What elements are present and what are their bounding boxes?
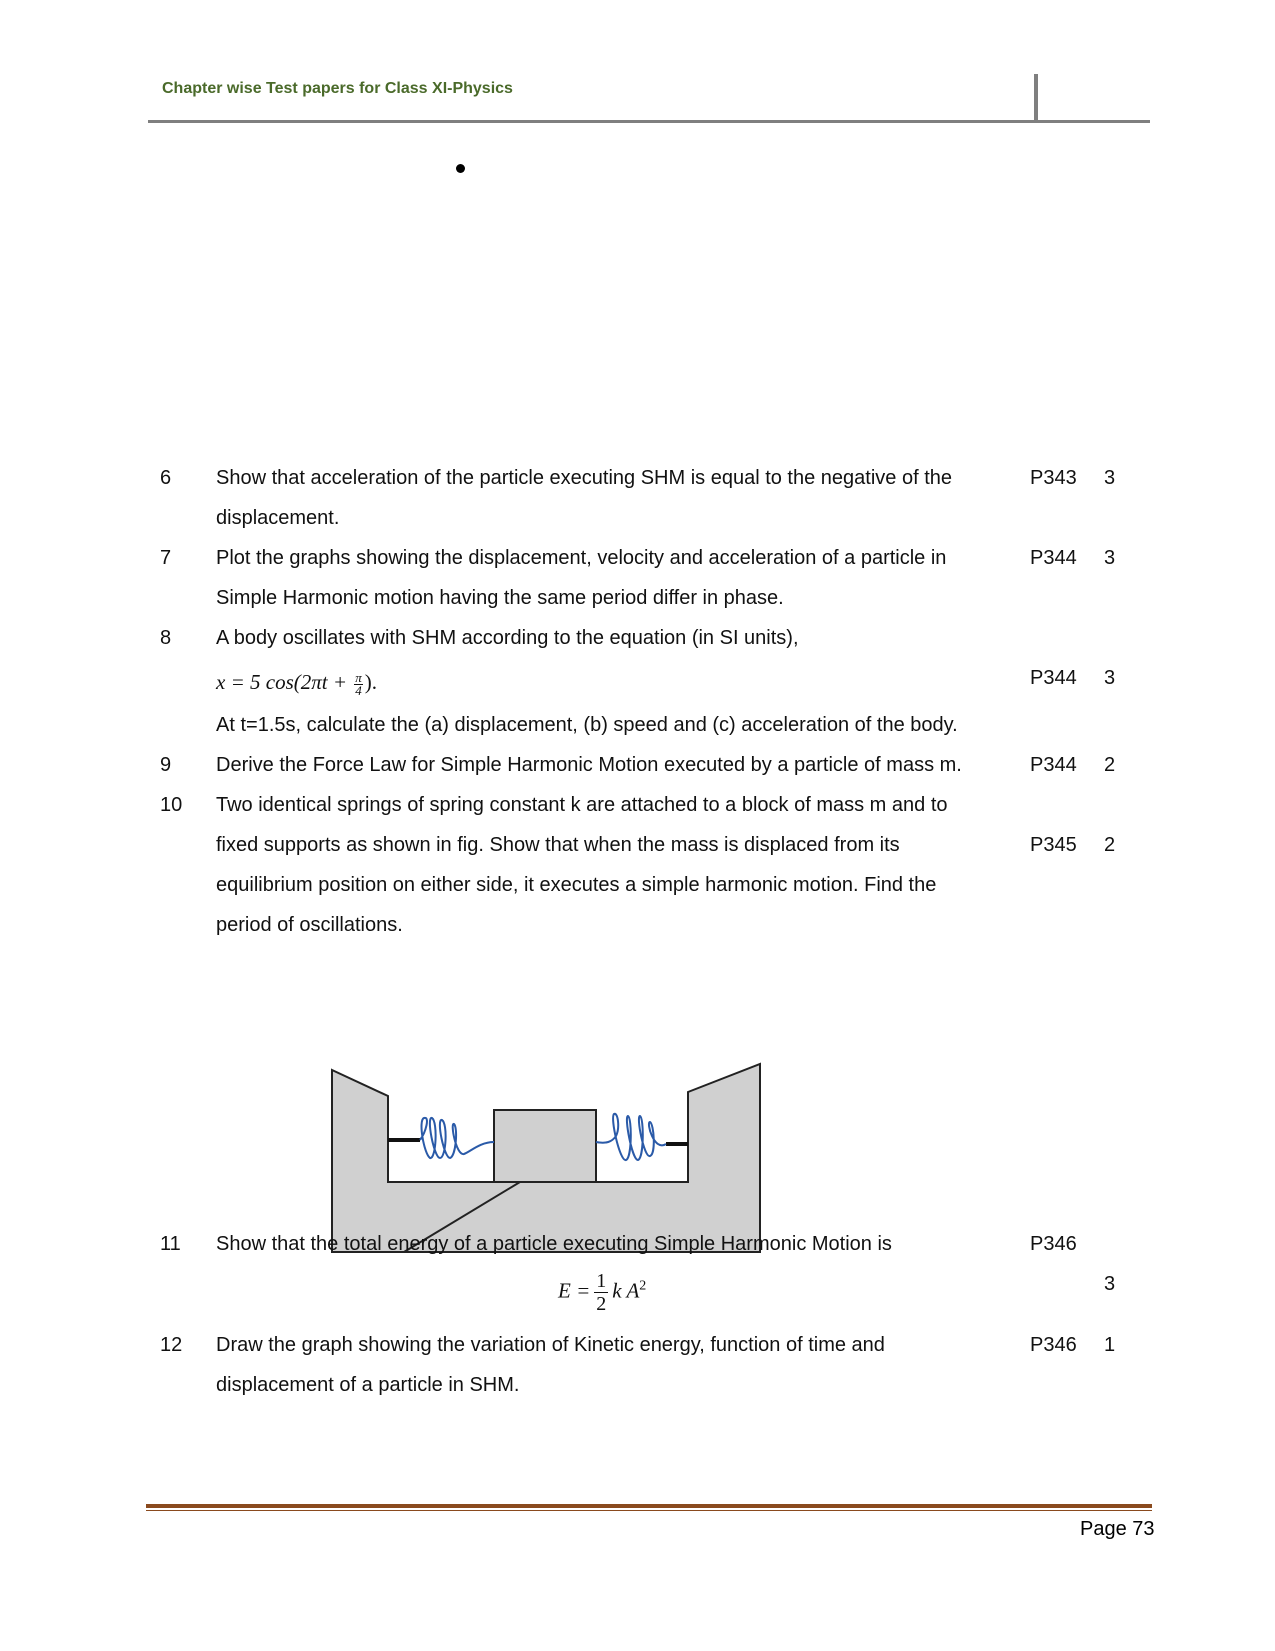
question-text: fixed supports as shown in fig. Show that when the mass is displaced from its	[216, 834, 900, 856]
question-number: 10	[160, 794, 183, 816]
question-marks: 1	[1104, 1334, 1116, 1356]
header-vertical-bar	[1034, 74, 1038, 122]
page-number: Page 73	[1080, 1518, 1155, 1540]
question-number: 8	[160, 627, 172, 649]
equation-lhs: E =	[558, 1278, 591, 1303]
question-marks: 2	[1104, 834, 1116, 856]
question-number: 9	[160, 754, 172, 776]
bullet-dot	[456, 164, 465, 173]
fraction-numerator: π	[355, 669, 362, 685]
question-text: displacement.	[216, 507, 340, 529]
fraction	[594, 1270, 608, 1315]
question-text: displacement of a particle in SHM.	[216, 1374, 520, 1396]
equation-rhs: ).	[364, 670, 378, 694]
question-number: 11	[160, 1233, 181, 1255]
equation-displacement	[216, 670, 377, 697]
question-number: 6	[160, 467, 172, 489]
fraction-numerator: 1	[596, 1270, 607, 1292]
question-number: 7	[160, 547, 172, 569]
question-text: Two identical springs of spring constant k are attached to a block of mass m and to	[216, 794, 948, 816]
fraction-denominator: 4	[355, 682, 362, 698]
question-text: Simple Harmonic motion having the same period differ in phase.	[216, 587, 784, 609]
question-page-ref: P344	[1030, 754, 1077, 776]
question-marks: 3	[1104, 1273, 1116, 1295]
question-marks: 3	[1104, 467, 1116, 489]
header-rule	[148, 120, 1150, 123]
question-page-ref: P345	[1030, 834, 1077, 856]
question-marks: 3	[1104, 547, 1116, 569]
question-page-ref: P343	[1030, 467, 1077, 489]
figure-left-spring	[420, 1118, 494, 1158]
question-text: A body oscillates with SHM according to the equation (in SI units),	[216, 627, 799, 649]
question-text: Plot the graphs showing the displacement, velocity and acceleration of a particle in	[216, 547, 947, 569]
equation-lhs: x = 5 cos(2πt +	[216, 670, 353, 694]
footer-rule-thin	[146, 1510, 1152, 1511]
question-page-ref: P344	[1030, 547, 1077, 569]
question-text: equilibrium position on either side, it executes a simple harmonic motion. Find the	[216, 874, 937, 896]
question-marks: 3	[1104, 667, 1116, 689]
question-text: Show that the total energy of a particle executing Simple Harmonic Motion is	[216, 1233, 892, 1255]
figure-right-spring	[596, 1114, 666, 1160]
question-text: Show that acceleration of the particle executing SHM is equal to the negative of the	[216, 467, 952, 489]
question-text: At t=1.5s, calculate the (a) displacement, (b) speed and (c) acceleration of the body.	[216, 714, 958, 736]
equation-total-energy	[558, 1270, 646, 1315]
question-text: period of oscillations.	[216, 914, 403, 936]
question-text: Derive the Force Law for Simple Harmonic Motion executed by a particle of mass m.	[216, 754, 962, 776]
question-text: Draw the graph showing the variation of Kinetic energy, function of time and	[216, 1334, 885, 1356]
fraction	[354, 669, 363, 698]
equation-exponent: 2	[639, 1278, 647, 1294]
fraction-denominator: 2	[596, 1293, 607, 1315]
figure-mass-block	[494, 1110, 596, 1182]
question-marks: 2	[1104, 754, 1116, 776]
question-page-ref: P346	[1030, 1233, 1077, 1255]
header-title: Chapter wise Test papers for Class XI-Physics	[162, 80, 513, 97]
equation-rhs: k A	[612, 1278, 640, 1303]
question-page-ref: P346	[1030, 1334, 1077, 1356]
question-page-ref: P344	[1030, 667, 1077, 689]
question-number: 12	[160, 1334, 183, 1356]
footer-rule	[146, 1504, 1152, 1508]
